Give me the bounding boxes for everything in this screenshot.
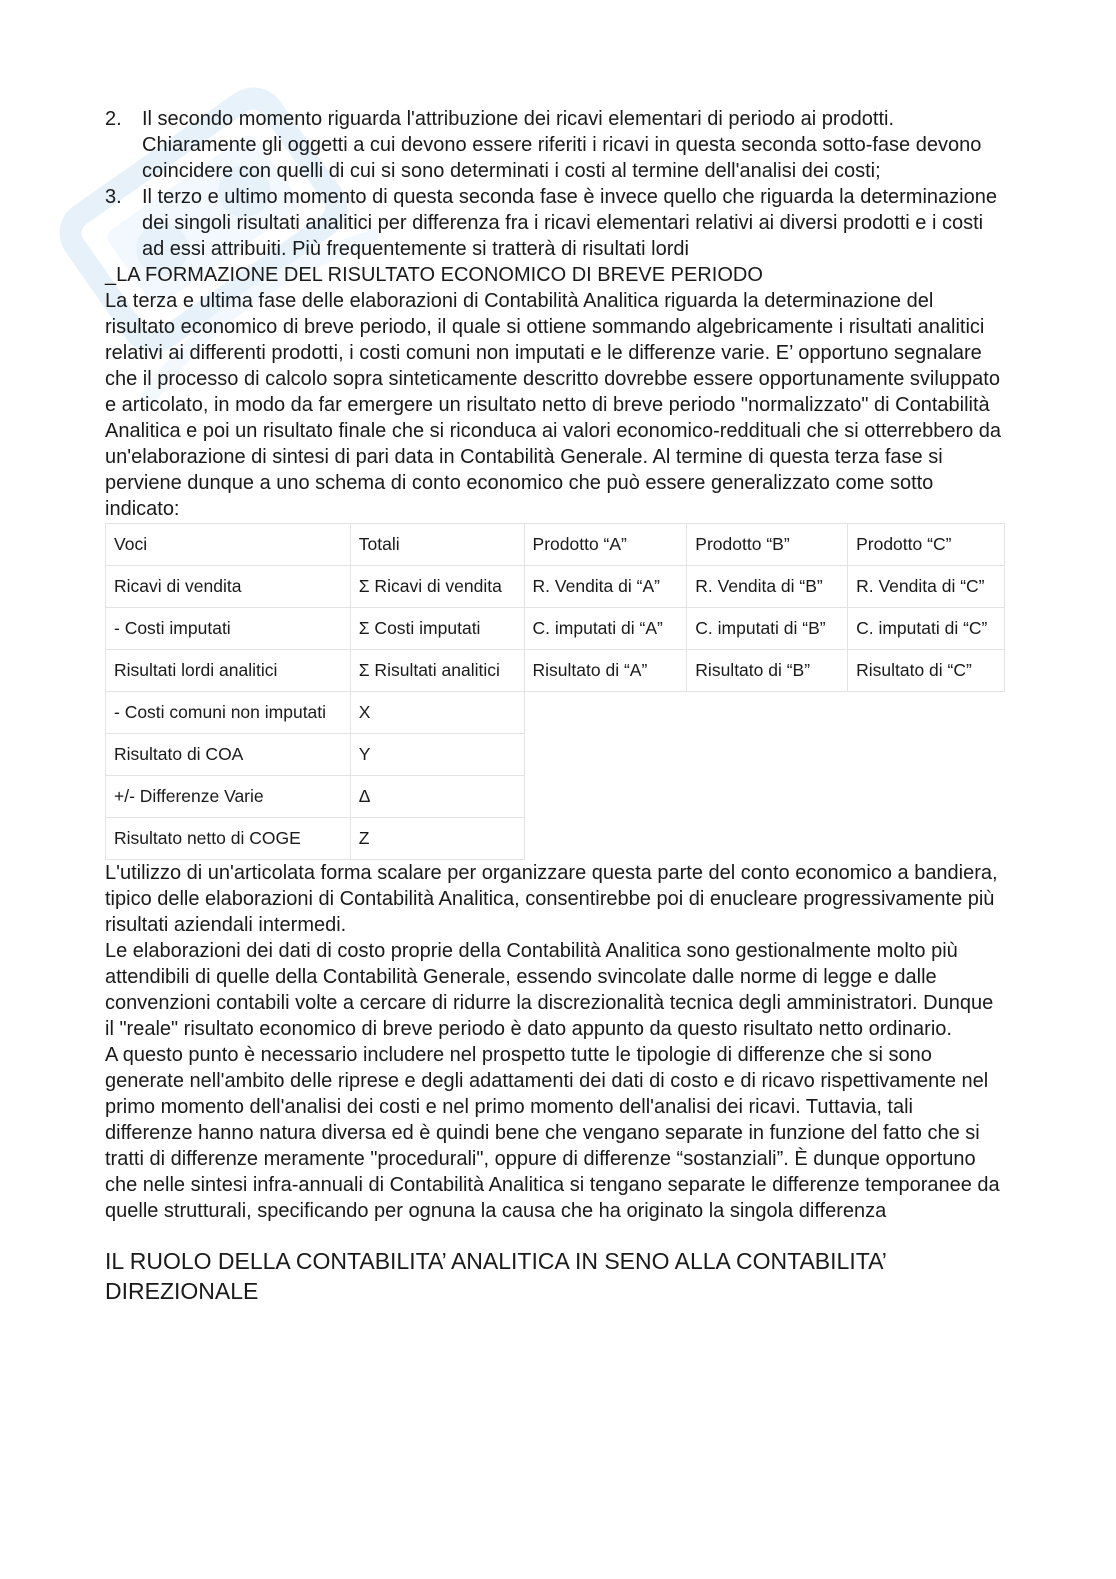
table-cell: Z — [350, 818, 524, 860]
table-cell: Risultato netto di COGE — [106, 818, 351, 860]
table-cell: - Costi comuni non imputati — [106, 692, 351, 734]
paragraph: A questo punto è necessario includere nel prospetto tutte le tipologie di differenze che si sono generate nell'ambito delle riprese e degli adattamenti dei dati di costo e di ricavo rispettivamente nel primo momento dell'analisi dei costi e nel primo momento dell'analisi dei ricavi. Tuttavia, tali differenze hanno natura diversa ed è quindi bene che vengano separate in funzione del fatto che si tratti di differenze meramente "procedurali", oppure di differenze “sostanziali”. È dunque opportuno che nelle sintesi infra-annuali di Contabilità Analitica si tengano separate le differenze temporanee da quelle strutturali, specificando per ognuna la causa che ha originato la singola differenza — [105, 1044, 1000, 1222]
table-empty-area — [524, 734, 1004, 776]
table-cell: Risultato di COA — [106, 734, 351, 776]
table-cell: X — [350, 692, 524, 734]
table-cell: Σ Costi imputati — [350, 608, 524, 650]
table-cell: R. Vendita di “C” — [848, 566, 1005, 608]
table-header-cell: Prodotto “B” — [687, 524, 848, 566]
document-page — [105, 106, 1005, 1306]
table-header-cell: Prodotto “A” — [524, 524, 687, 566]
table-empty-area — [524, 818, 1004, 860]
table-header-cell: Totali — [350, 524, 524, 566]
chapter-heading: IL RUOLO DELLA CONTABILITA’ ANALITICA IN SENO ALLA CONTABILITA’ DIREZIONALE — [105, 1248, 886, 1304]
list-item-number: 3. — [105, 186, 122, 208]
table-row — [106, 650, 1005, 692]
section-title: _LA FORMAZIONE DEL RISULTATO ECONOMICO DI BREVE PERIODO — [105, 264, 763, 286]
table-row — [106, 608, 1005, 650]
table-row — [106, 566, 1005, 608]
paragraph: L'utilizzo di un'articolata forma scalare per organizzare questa parte del conto economico a bandiera, tipico delle elaborazioni di Contabilità Analitica, consentirebbe poi di enucleare progressivamente più risultati aziendali intermedi. — [105, 862, 998, 936]
list-item — [105, 184, 1005, 262]
table-summary-row — [106, 734, 1005, 776]
table-empty-area — [524, 776, 1004, 818]
table-header-row — [106, 524, 1005, 566]
list-item-text: Il secondo momento riguarda l'attribuzione dei ricavi elementari di periodo ai prodotti. Chiaramente gli oggetti a cui devono essere riferiti i ricavi in questa seconda sotto-fase devono coincidere con quelli di cui si sono determinati i costi al termine dell'analisi dei costi; — [142, 108, 982, 182]
table-cell: Δ — [350, 776, 524, 818]
table-cell: Σ Ricavi di vendita — [350, 566, 524, 608]
table-cell: Σ Risultati analitici — [350, 650, 524, 692]
table-summary-row — [106, 818, 1005, 860]
table-cell: Risultato di “C” — [848, 650, 1005, 692]
table-summary-row — [106, 692, 1005, 734]
table-cell: Risultato di “B” — [687, 650, 848, 692]
table-cell: C. imputati di “A” — [524, 608, 687, 650]
list-item-text: Il terzo e ultimo momento di questa seconda fase è invece quello che riguarda la determinazione dei singoli risultati analitici per differenza fra i ricavi elementari relativi ai diversi prodotti e i costi ad essi attribuiti. Più frequentemente si tratterà di risultati lordi — [142, 186, 997, 260]
table-empty-area — [524, 692, 1004, 734]
table-cell: Y — [350, 734, 524, 776]
list-item — [105, 106, 1005, 184]
table-summary-row — [106, 776, 1005, 818]
table-cell: +/- Differenze Varie — [106, 776, 351, 818]
table-cell: Risultato di “A” — [524, 650, 687, 692]
table-header-cell: Voci — [106, 524, 351, 566]
table-cell: R. Vendita di “B” — [687, 566, 848, 608]
table-cell: R. Vendita di “A” — [524, 566, 687, 608]
table-cell: Ricavi di vendita — [106, 566, 351, 608]
income-statement-table — [105, 523, 1005, 860]
paragraph: Le elaborazioni dei dati di costo proprie della Contabilità Analitica sono gestionalmente molto più attendibili di quelle della Contabilità Generale, essendo svincolate dalle norme di legge e dalle convenzioni contabili volte a cercare di ridurre la discrezionalità tecnica degli amministratori. Dunque il "reale" risultato economico di breve periodo è dato appunto da questo risultato netto ordinario. — [105, 940, 994, 1040]
section-intro: La terza e ultima fase delle elaborazioni di Contabilità Analitica riguarda la determinazione del risultato economico di breve periodo, il quale si ottiene sommando algebricamente i risultati analitici relativi ai differenti prodotti, i costi comuni non imputati e le differenze varie. E’ opportuno segnalare che il processo di calcolo sopra sinteticamente descritto dovrebbe essere opportunamente sviluppato e articolato, in modo da far emergere un risultato netto di breve periodo "normalizzato" di Contabilità Analitica e poi un risultato finale che si riconduca ai valori economico-reddituali che si otterrebbero da un'elaborazione di sintesi di pari data in Contabilità Generale. Al termine di questa terza fase si perviene dunque a uno schema di conto economico che può essere generalizzato come sotto indicato: — [105, 290, 1002, 520]
moments-list — [105, 106, 1005, 262]
table-cell: C. imputati di “C” — [848, 608, 1005, 650]
table-cell: - Costi imputati — [106, 608, 351, 650]
table-header-cell: Prodotto “C” — [848, 524, 1005, 566]
list-item-number: 2. — [105, 108, 122, 130]
table-cell: C. imputati di “B” — [687, 608, 848, 650]
table-cell: Risultati lordi analitici — [106, 650, 351, 692]
